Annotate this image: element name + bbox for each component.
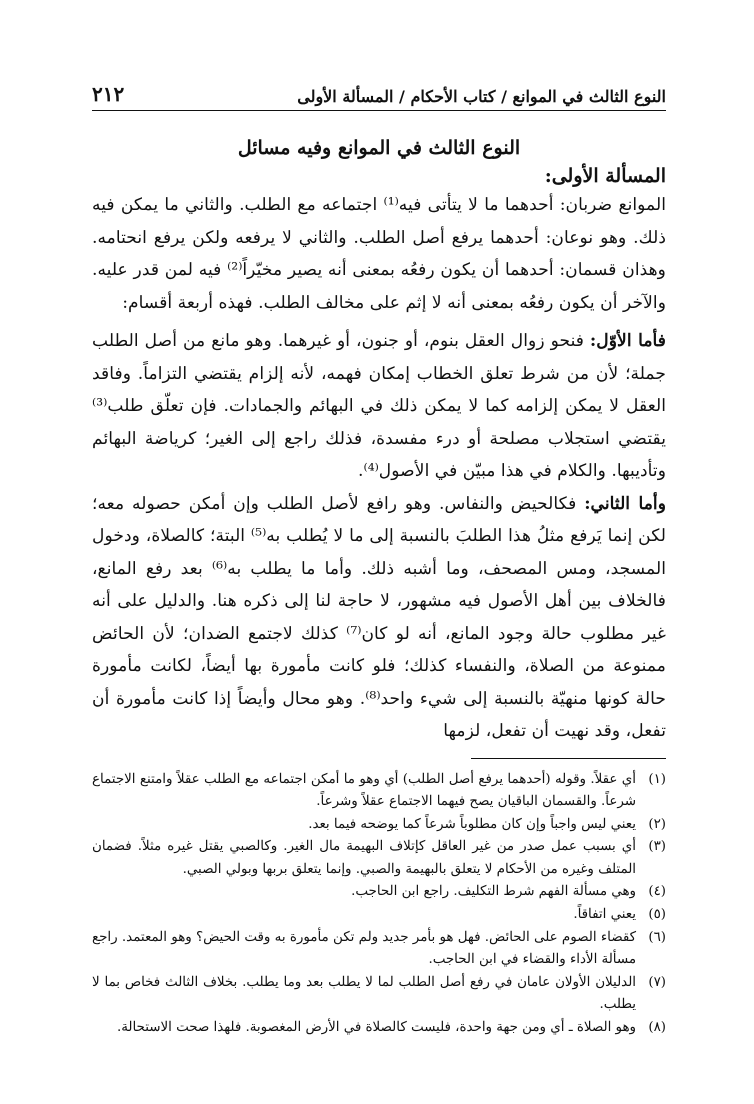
running-title: النوع الثالث في الموانع / كتاب الأحكام / المسألة الأولى — [297, 87, 666, 106]
book-page — [92, 82, 666, 1040]
footnote — [92, 814, 666, 837]
footnote-text: وهي مسألة الفهم شرط التكليف. راجع ابن الحاجب. — [351, 884, 636, 900]
footnote-number: (٢) — [648, 816, 666, 832]
footnote-text: أي عقلاً. وقوله (أحدهما يرفع أصل الطلب) أي وهو ما أمكن اجتماعه مع الطلب عقلاً وامتنع الاجتماع شرعاً. والقسمان الباقيان يصح فيهما الاجتماع عقلاً وشرعاً. — [92, 771, 636, 810]
footnote — [92, 881, 666, 904]
footnote-number: (٣) — [648, 839, 666, 855]
issue-title: المسألة الأولى: — [544, 165, 666, 187]
paragraph-text: فنحو زوال العقل بنوم، أو جنون، أو غيرهما. وهو مانع من أصل الطلب جملة؛ لأن من شرط تعلق الخطاب إمكان فهمه، لأنه إلزام يقتضي التزاماً. وفاقد العقل لا يمكن إلزامه كما لا يمكن ذلك في البهائم والجمادات. فإن تعلّق طلب⁽³⁾ يقتضي استجلاب مصلحة أو درء مفسدة، فذلك راجع إلى الغير؛ كرياضة البهائم وتأديبها. والكلام في هذا مبيّن في الأصول⁽⁴⁾. — [92, 331, 666, 481]
footnote-text: وهو الصلاة ـ أي ومن جهة واحدة، فليست كالصلاة في الأرض المغصوبة. فلهذا صحت الاستحالة. — [116, 1020, 636, 1036]
footnote — [92, 769, 666, 814]
footnote-divider — [471, 758, 666, 759]
section-title: النوع الثالث في الموانع وفيه مسائل — [237, 137, 521, 159]
footnote — [92, 1017, 666, 1040]
footnote-number: (١) — [648, 771, 666, 787]
body-paragraph-2 — [92, 325, 666, 488]
running-header — [92, 82, 666, 111]
page-number: ٢١٢ — [92, 82, 125, 106]
footnote-text: الدليلان الأولان عامان في رفع أصل الطلب لما لا يطلب بعد وما يطلب. بخلاف الثالث فخاص بما لا يطلب. — [92, 974, 636, 1013]
footnote — [92, 904, 666, 927]
body-paragraph-1 — [92, 189, 666, 319]
footnote — [92, 836, 666, 881]
footnote-text: أي بسبب عمل صدر من غير العاقل كإتلاف البهيمة مال الغير. وكالصبي يقتل غيره مثلاً. فضمان المتلف وغيره من الأحكام لا يتعلق بالبهيمة والصبي. وإنما يتعلق بربها وبولي الصبي. — [92, 839, 636, 877]
paragraph-lead: وأما الثاني: — [584, 493, 666, 514]
paragraph-text: فكالحيض والنفاس. وهو رافع لأصل الطلب وإن أمكن حصوله معه؛ لكن إنما يَرفع مثلُ هذا الطلبَ بالنسبة إلى ما لا يُطلب به⁽⁵⁾ البتة؛ كالصلاة، ودخول المسجد، ومس المصحف، وما أشبه ذلك. وأما ما يطلب به⁽⁶⁾ بعد رفع المانع، فالخلاف بين أهل الأصول فيه مشهور، لا حاجة لنا إلى ذكره هنا. والدليل على أنه غير مطلوب حالة وجود المانع، أنه لو كان⁽⁷⁾ كذلك لاجتمع الضدان؛ لأن الحائض ممنوعة من الصلاة، والنفساء كذلك؛ فلو كانت مأمورة بها أيضاً، لكانت مأمورة حالة كونها منهيّة بالنسبة إلى شيء واحد⁽⁸⁾. وهو محال وأيضاً إذا كانت مأمورة أن تفعل، وقد نهيت أن تفعل، لزمها — [92, 493, 667, 741]
footnote — [92, 927, 666, 972]
footnote-text: يعني ليس واجباً وإن كان مطلوباً شرعاً كما يوضحه فيما بعد. — [308, 816, 636, 832]
paragraph-text: الموانع ضربان: أحدهما ما لا يتأتى فيه⁽¹⁾ اجتماعه مع الطلب. والثاني ما يمكن فيه ذلك. وهو نوعان: أحدهما يرفع أصل الطلب. والثاني لا يرفعه ولكن يرفع انحتامه. وهذان قسمان: أحدهما أن يكون رفعُه بمعنى أنه يصير مخيّراً⁽²⁾ فيه لمن قدر عليه. والآخر أن يكون رفعُه بمعنى أنه لا إثم على مخالف الطلب. فهذه أربعة أقسام: — [92, 195, 666, 313]
paragraph-lead: فأما الأوّل: — [589, 331, 666, 351]
footnote-text: يعني اتفاقاً. — [573, 907, 636, 923]
footnotes — [92, 769, 666, 1040]
footnote-number: (٥) — [648, 907, 666, 923]
body-paragraph-3 — [92, 488, 666, 748]
footnote-number: (٧) — [648, 974, 666, 990]
footnote-number: (٦) — [648, 929, 666, 945]
footnote-text: كقضاء الصوم على الحائض. فهل هو بأمر جديد ولم تكن مأمورة به وقت الحيض؟ وهو المعتمد. راجع مسألة الأداء والقضاء في ابن الحاجب. — [92, 929, 636, 968]
footnote — [92, 972, 666, 1017]
footnote-number: (٤) — [648, 884, 666, 900]
footnote-number: (٨) — [648, 1020, 666, 1036]
